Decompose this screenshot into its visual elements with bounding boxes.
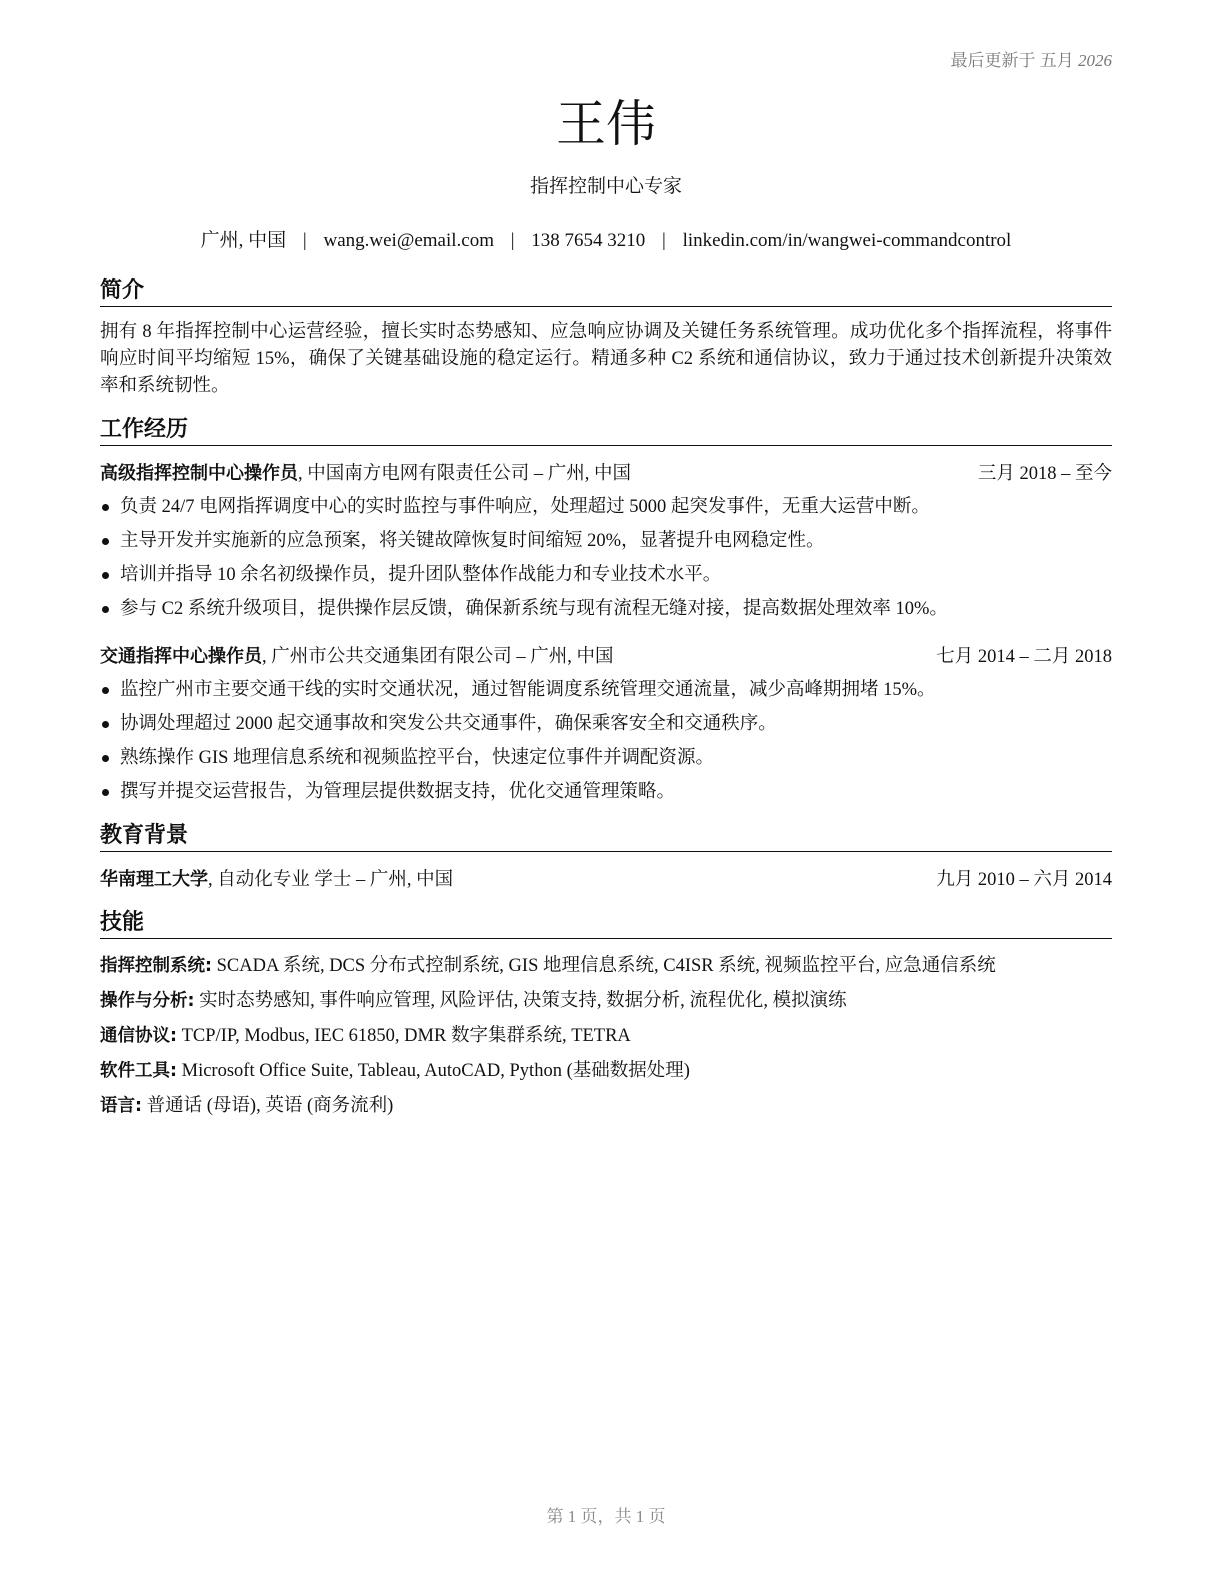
- job-bullet: 培训并指导 10 余名初级操作员，提升团队整体作战能力和专业技术水平。: [100, 558, 1112, 592]
- education-detail: , 自动化专业 学士 – 广州, 中国: [208, 870, 454, 890]
- job-bullets: [100, 673, 1112, 809]
- job-title-line: [100, 460, 631, 488]
- experience-section: [100, 416, 1112, 809]
- skill-label: 通信协议:: [100, 1026, 177, 1046]
- job-org: , 广州市公共交通集团有限公司 – 广州, 中国: [262, 647, 614, 667]
- skill-value: Microsoft Office Suite, Tableau, AutoCAD, Python (基础数据处理): [181, 1061, 690, 1081]
- job-role: 交通指挥中心操作员: [100, 646, 262, 667]
- job-entry: [100, 460, 1112, 626]
- job-dates: 七月 2014 – 二月 2018: [936, 647, 1112, 667]
- job-role: 高级指挥控制中心操作员: [100, 463, 298, 484]
- contact-location: 广州, 中国: [200, 230, 287, 251]
- job-header: [100, 460, 1112, 488]
- contact-phone[interactable]: 138 7654 3210: [531, 230, 646, 251]
- skill-value: 实时态势感知, 事件响应管理, 风险评估, 决策支持, 数据分析, 流程优化, 模拟演练: [199, 991, 847, 1011]
- job-bullet: 主导开发并实施新的应急预案，将关键故障恢复时间缩短 20%，显著提升电网稳定性。: [100, 524, 1112, 558]
- education-dates: 九月 2010 – 六月 2014: [936, 870, 1112, 890]
- education-entry: [100, 866, 1112, 894]
- job-bullet: 撰写并提交运营报告，为管理层提供数据支持，优化交通管理策略。: [100, 775, 1112, 809]
- resume-page: [100, 0, 1112, 1584]
- skill-row: [100, 1089, 1112, 1124]
- education-heading: 教育背景: [100, 822, 1112, 852]
- job-title-line: [100, 643, 614, 671]
- last-updated-year: 2026: [1078, 51, 1112, 70]
- job-dates: 三月 2018 – 至今: [977, 464, 1112, 484]
- skill-value: TCP/IP, Modbus, IEC 61850, DMR 数字集群系统, TETRA: [181, 1026, 631, 1046]
- skill-row: [100, 1019, 1112, 1054]
- contact-line: [100, 225, 1112, 252]
- contact-separator: |: [302, 230, 307, 251]
- skill-value: 普通话 (母语), 英语 (商务流利): [146, 1096, 394, 1116]
- education-school: 华南理工大学: [100, 869, 208, 890]
- job-bullet: 负责 24/7 电网指挥调度中心的实时监控与事件响应，处理超过 5000 起突发事件，无重大运营中断。: [100, 490, 1112, 524]
- job-bullet: 熟练操作 GIS 地理信息系统和视频监控平台，快速定位事件并调配资源。: [100, 741, 1112, 775]
- last-updated-month: 五月: [1039, 51, 1074, 70]
- job-bullet: 监控广州市主要交通干线的实时交通状况，通过智能调度系统管理交通流量，减少高峰期拥堵 15%。: [100, 673, 1112, 707]
- candidate-title: 指挥控制中心专家: [529, 176, 682, 197]
- skill-label: 操作与分析:: [100, 991, 195, 1011]
- page-number: 第 1 页，共 1 页: [546, 1507, 666, 1526]
- job-entry: [100, 643, 1112, 809]
- contact-separator: |: [510, 230, 515, 251]
- skills-list: [100, 949, 1112, 1124]
- contact-email[interactable]: wang.wei@email.com: [323, 230, 494, 251]
- skill-label: 指挥控制系统:: [100, 956, 212, 976]
- contact-linkedin[interactable]: linkedin.com/in/wangwei-commandcontrol: [682, 230, 1012, 251]
- education-line: [100, 866, 453, 894]
- candidate-name: 王伟: [556, 95, 656, 153]
- skill-value: SCADA 系统, DCS 分布式控制系统, GIS 地理信息系统, C4ISR 系统, 视频监控平台, 应急通信系统: [216, 956, 996, 976]
- skills-section: [100, 909, 1112, 1124]
- contact-separator: |: [662, 230, 666, 251]
- skill-label: 语言:: [100, 1096, 142, 1116]
- education-section: [100, 822, 1112, 894]
- job-bullet: 协调处理超过 2000 起交通事故和突发公共交通事件，确保乘客安全和交通秩序。: [100, 707, 1112, 741]
- summary-text: 拥有 8 年指挥控制中心运营经验，擅长实时态势感知、应急响应协调及关键任务系统管理。成功优化多个指挥流程，将事件响应时间平均缩短 15%，确保了关键基础设施的稳定运行。精通多种 C2 系统和通信协议，致力于通过技术创新提升决策效率和系统韧性。: [100, 322, 1112, 396]
- skill-row: [100, 949, 1112, 984]
- skill-label: 软件工具:: [100, 1061, 177, 1081]
- summary-heading: 简介: [100, 277, 1112, 307]
- last-updated-label: 最后更新于: [950, 51, 1036, 70]
- experience-heading: 工作经历: [100, 416, 1112, 446]
- skills-heading: 技能: [100, 909, 1112, 939]
- skill-row: [100, 984, 1112, 1019]
- job-bullet: 参与 C2 系统升级项目，提供操作层反馈，确保新系统与现有流程无缝对接，提高数据处理效率 10%。: [100, 592, 1112, 626]
- skill-row: [100, 1054, 1112, 1089]
- summary-section: [100, 277, 1112, 400]
- job-header: [100, 643, 1112, 671]
- job-org: , 中国南方电网有限责任公司 – 广州, 中国: [298, 464, 632, 484]
- job-bullets: [100, 490, 1112, 626]
- last-updated: [951, 46, 1113, 71]
